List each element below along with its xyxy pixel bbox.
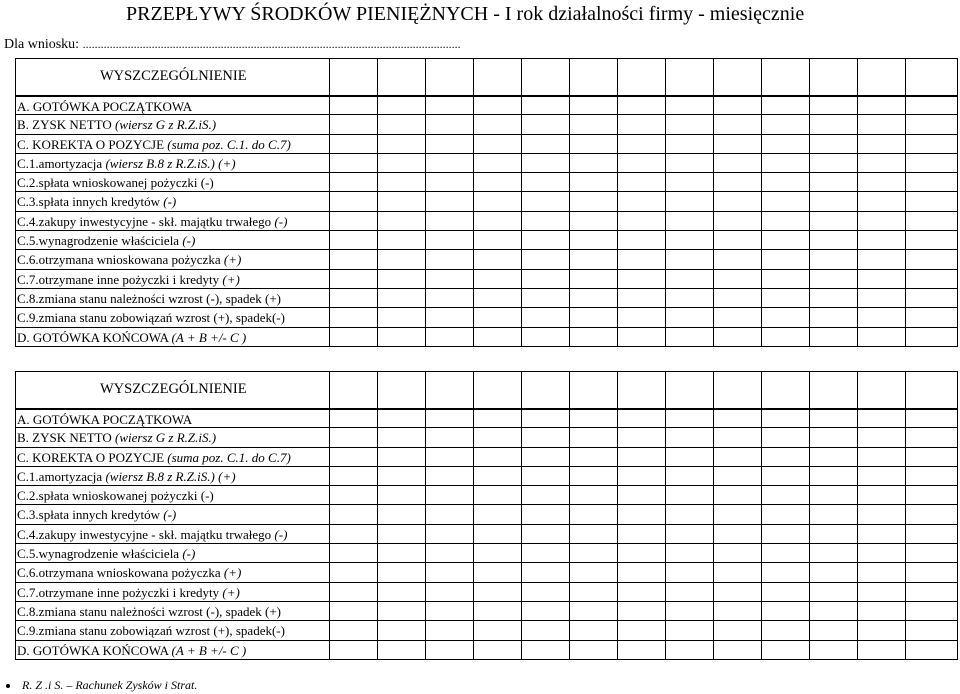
table-row xyxy=(15,525,958,544)
table-row xyxy=(15,328,958,347)
row-label: C. KOREKTA O POZYCJE xyxy=(17,449,168,465)
footnote xyxy=(6,678,197,693)
table-row xyxy=(15,96,958,115)
row-label: C.7.otrzymane inne pożyczki i kredyty xyxy=(17,271,223,287)
table-row xyxy=(15,212,958,231)
header-label: WYSZCZEGÓLNIENIE xyxy=(100,381,247,397)
row-label-italic: (A + B +/- C ) xyxy=(171,642,247,658)
row-label-italic: (wiersz G z R.Z.iS.) xyxy=(114,117,217,133)
table-header xyxy=(15,371,958,409)
row-label: C.2.spłata wnioskowanej pożyczki (-) xyxy=(17,175,214,191)
row-label: C.9.zmiana stanu zobowiązań wzrost (+), spadek(-) xyxy=(17,310,285,326)
row-label: C. KOREKTA O POZYCJE xyxy=(17,136,168,152)
row-label: D. GOTÓWKA KOŃCOWA xyxy=(17,642,172,658)
row-label: C.1.amortyzacja xyxy=(17,468,106,484)
bullet-icon xyxy=(6,684,10,688)
row-label: C.3.spłata innych kredytów xyxy=(17,194,164,210)
row-label: C.3.spłata innych kredytów xyxy=(17,507,164,523)
row-label: B. ZYSK NETTO xyxy=(17,430,115,446)
row-label-italic: (+) xyxy=(223,252,242,268)
table-row xyxy=(15,563,958,582)
row-label-italic: (A + B +/- C ) xyxy=(171,329,247,345)
table-row xyxy=(15,115,958,134)
table-row xyxy=(15,621,958,640)
table-row xyxy=(15,173,958,192)
row-label: C.6.otrzymana wnioskowana pożyczka xyxy=(17,565,224,581)
row-label: C.9.zmiana stanu zobowiązań wzrost (+), spadek(-) xyxy=(17,623,285,639)
table-row xyxy=(15,270,958,289)
table-row xyxy=(15,135,958,154)
cashflow-table-2 xyxy=(15,371,958,660)
header-label: WYSZCZEGÓLNIENIE xyxy=(100,68,247,84)
table-row xyxy=(15,250,958,269)
row-label: C.7.otrzymane inne pożyczki i kredyty xyxy=(17,584,223,600)
row-label-italic: (suma poz. C.1. do C.7) xyxy=(167,136,291,152)
row-label: D. GOTÓWKA KOŃCOWA xyxy=(17,329,172,345)
table-row xyxy=(15,448,958,467)
table-row xyxy=(15,486,958,505)
table-row xyxy=(15,192,958,211)
table-rows xyxy=(15,409,958,660)
application-dots: .............................................................................................................................. xyxy=(82,37,461,51)
row-label: C.4.zakupy inwestycyjne - skł. majątku trwałego xyxy=(17,213,275,229)
row-label-italic: (suma poz. C.1. do C.7) xyxy=(167,449,291,465)
row-label: A. GOTÓWKA POCZĄTKOWA xyxy=(17,412,193,427)
table-row xyxy=(15,308,958,327)
application-label: Dla wniosku: xyxy=(4,37,83,52)
row-label-italic: (-) xyxy=(182,233,196,249)
table-row xyxy=(15,409,958,428)
row-label-italic: (+) xyxy=(223,565,242,581)
row-label: C.2.spłata wnioskowanej pożyczki (-) xyxy=(17,488,214,504)
cashflow-table-1 xyxy=(15,58,958,347)
row-label-italic: (+) xyxy=(222,271,240,287)
row-label: C.4.zakupy inwestycyjne - skł. majątku trwałego xyxy=(17,526,275,542)
row-label: C.8.zmiana stanu należności wzrost (-), spadek (+) xyxy=(17,290,281,306)
table-rows xyxy=(15,96,958,347)
row-label-italic: (-) xyxy=(274,526,288,542)
row-label: B. ZYSK NETTO xyxy=(17,117,115,133)
table-row xyxy=(15,544,958,563)
row-label-italic: (wiersz B.8 z R.Z.iS.) (+) xyxy=(105,155,236,171)
table-row xyxy=(15,505,958,524)
row-label-italic: (wiersz B.8 z R.Z.iS.) (+) xyxy=(105,468,236,484)
row-label: C.5.wynagrodzenie właściciela xyxy=(17,546,183,562)
row-label-italic: (+) xyxy=(222,584,240,600)
row-label-italic: (-) xyxy=(163,194,177,210)
row-label: A. GOTÓWKA POCZĄTKOWA xyxy=(17,99,193,114)
application-line xyxy=(4,37,461,53)
table-header xyxy=(15,58,958,96)
table-row xyxy=(15,641,958,660)
table-row xyxy=(15,467,958,486)
row-label-italic: (-) xyxy=(163,507,177,523)
row-label-italic: (-) xyxy=(274,213,288,229)
page-title: PRZEPŁYWY ŚRODKÓW PIENIĘŻNYCH - I rok działalności firmy - miesięcznie xyxy=(126,3,805,25)
row-label-italic: (-) xyxy=(182,546,196,562)
row-label: C.1.amortyzacja xyxy=(17,155,106,171)
table-row xyxy=(15,154,958,173)
row-label: C.5.wynagrodzenie właściciela xyxy=(17,233,183,249)
table-row xyxy=(15,583,958,602)
row-label: C.8.zmiana stanu należności wzrost (-), spadek (+) xyxy=(17,603,281,619)
row-label-italic: (wiersz G z R.Z.iS.) xyxy=(114,430,217,446)
row-label: C.6.otrzymana wnioskowana pożyczka xyxy=(17,252,224,268)
table-row xyxy=(15,428,958,447)
footnote-text: R. Z .i S. – Rachunek Zysków i Strat. xyxy=(22,678,198,692)
table-row xyxy=(15,289,958,308)
table-row xyxy=(15,602,958,621)
table-row xyxy=(15,231,958,250)
